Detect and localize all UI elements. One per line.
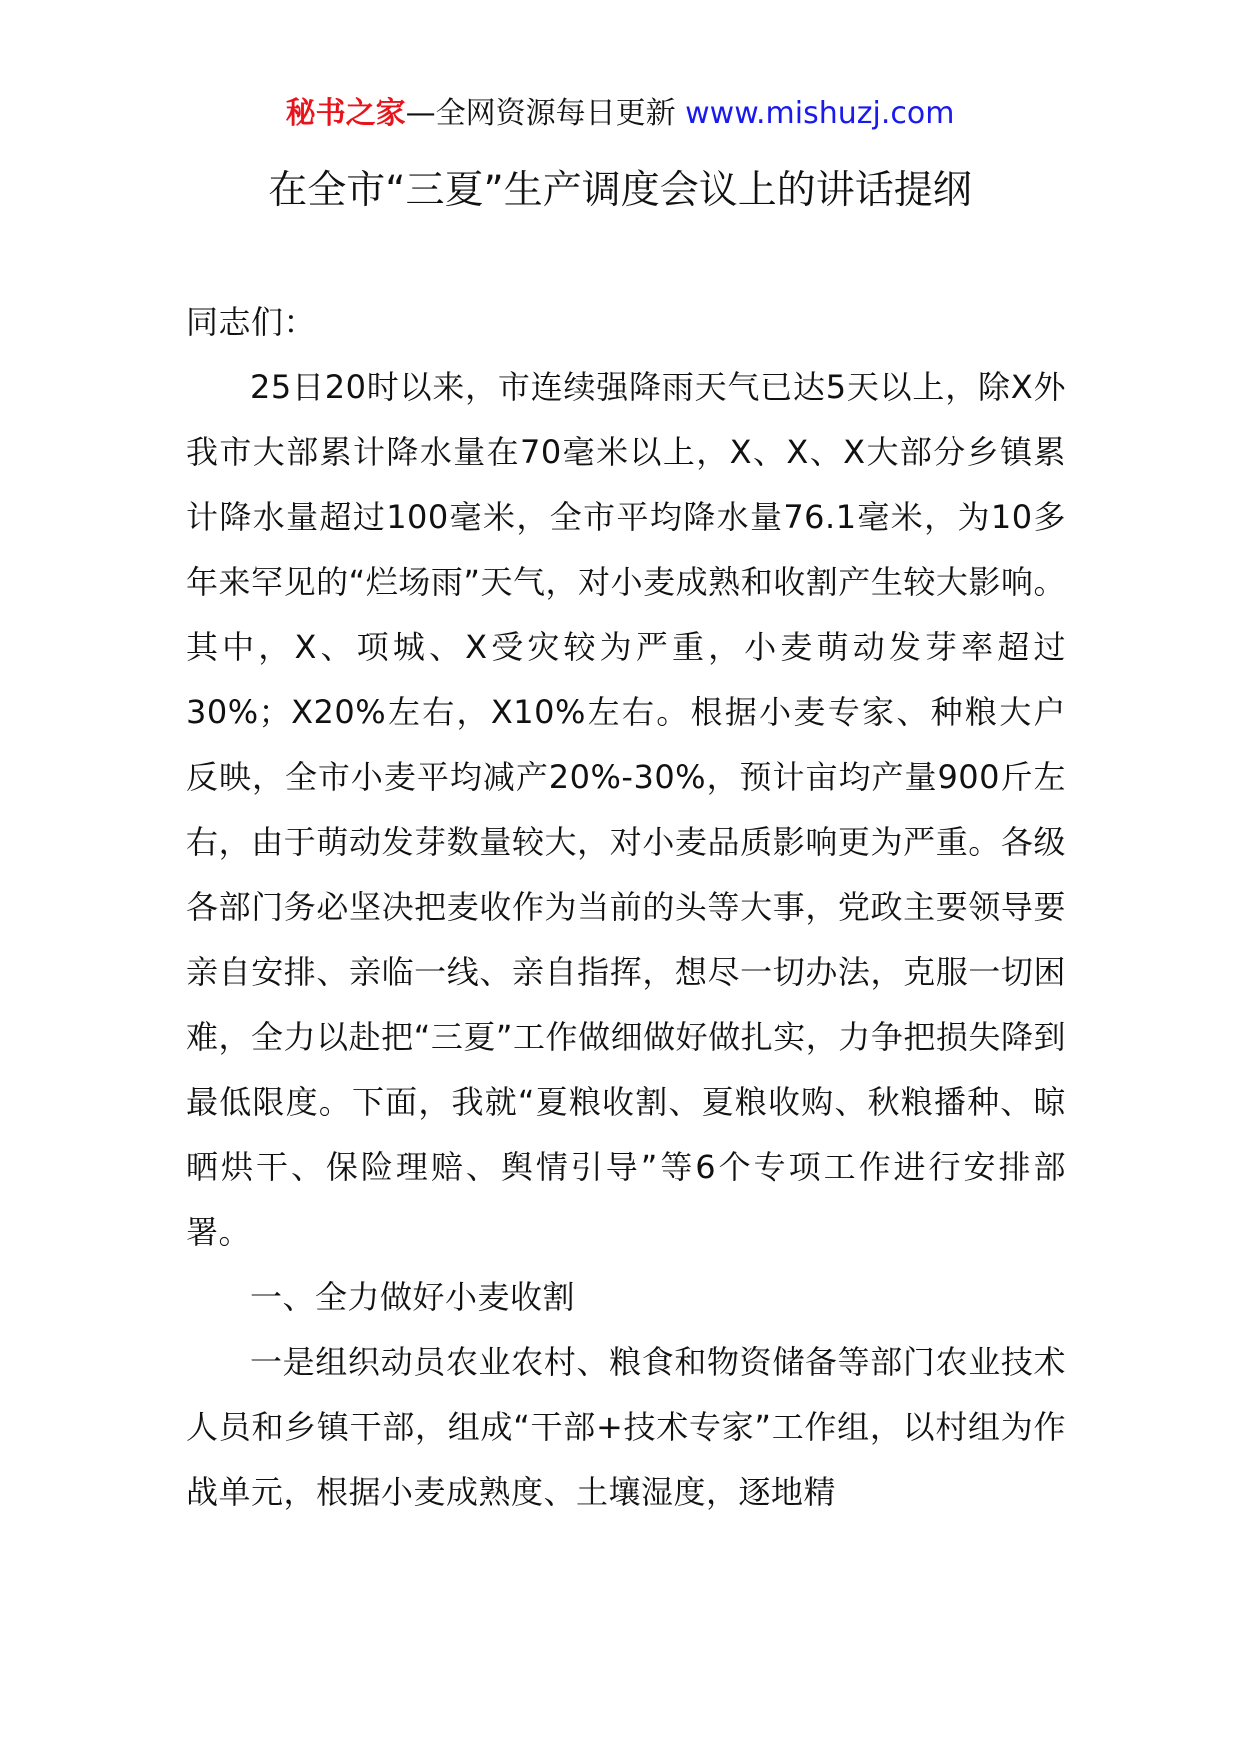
site-header — [0, 94, 1240, 134]
brand-name: 秘书之家 — [285, 96, 406, 131]
section-heading-1: 一、全力做好小麦收割 — [250, 1278, 576, 1316]
paragraph-intro: 25日20时以来，市连续强降雨天气已达5天以上，除X外我市大部累计降水量在70毫米以上，X、X、X大部分乡镇累计降水量超过100毫米，全市平均降水量76.1毫米，为10多年来罕见的“烂场雨”天气，对小麦成熟和收割产生较大影响。其中，X、项城、X受灾较为严重，小麦萌动发芽率超过30%；X20%左右，X10%左右。根据小麦专家、种粮大户反映，全市小麦平均减产20%-30%，预计亩均产量900斤左右，由于萌动发芽数量较大，对小麦品质影响更为严重。各级各部门务必坚决把麦收作为当前的头等大事，党政主要领导要亲自安排、亲临一线、亲自指挥，想尽一切办法，克服一切困难，全力以赴把“三夏”工作做细做好做扎实，力争把损失降到最低限度。下面，我就“夏粮收割、夏粮收购、秋粮播种、晾晒烘干、保险理赔、舆情引导”等6个专项工作进行安排部署。 — [186, 368, 1066, 1251]
document-body — [186, 290, 1066, 1525]
paragraph-section-1: 一是组织动员农业农村、粮食和物资储备等部门农业技术人员和乡镇干部，组成“干部+技术专家”工作组，以村组为作战单元，根据小麦成熟度、土壤湿度，逐地精 — [186, 1343, 1066, 1511]
header-tagline: —全网资源每日更新 — [405, 96, 676, 131]
salutation: 同志们： — [186, 303, 317, 341]
document-title: 在全市“三夏”生产调度会议上的讲话提纲 — [268, 168, 972, 213]
site-url-link[interactable]: www.mishuzj.com — [685, 96, 955, 131]
